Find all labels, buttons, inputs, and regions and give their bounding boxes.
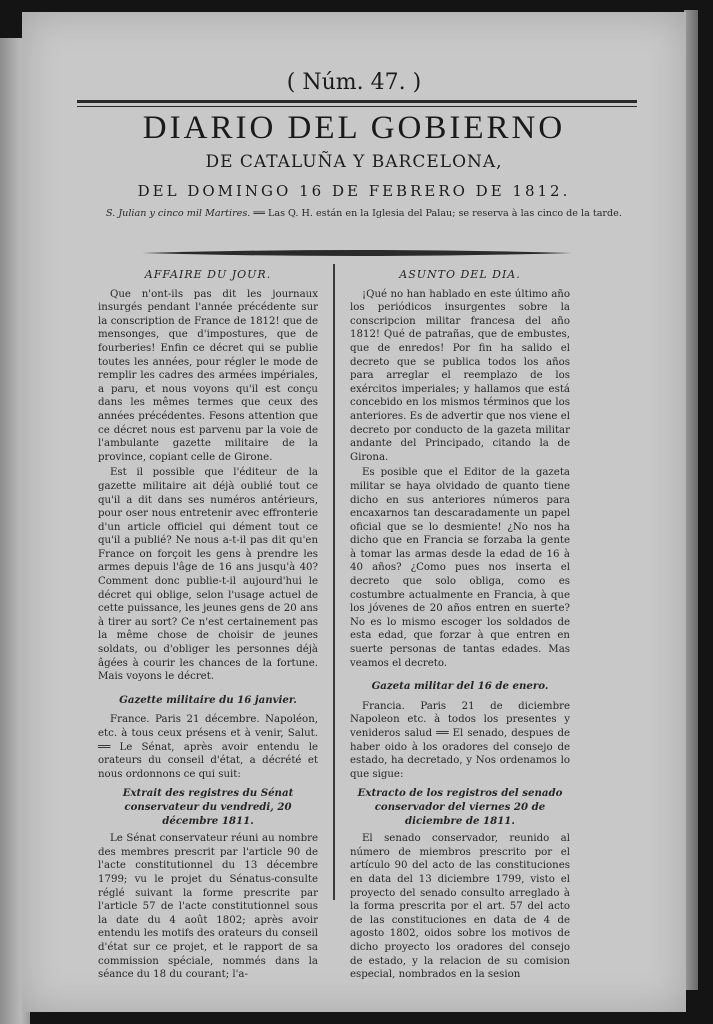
french-paragraph-2: Est il possible que l'éditeur de la gazette militaire ait déjà oublié tout ce qu'il a dit dans ses numéros antérieurs, pour oser nous entretenir avec effronterie d'un article officiel qui dément tout ce qu'il a publié? Ne nous a-t-il pas dit qu'en France on forçoit les gens à prendre les armes depuis l'âge de 16 ans jusqu'à 40? Comment donc publie-t-il aujourd'hui le décret qui oblige, selon l'usage actuel de cette puissance, les jeunes gens de 20 ans à tirer au sort? Ce n'est certainement pas la même chose de choisir de jeunes soldats, ou d'obliger les personnes déjà âgées à courir les chances de la fortune. Mais voyons le décret. xyxy=(98,467,318,683)
saint-of-day: S. Julian y cinco mil Martires. xyxy=(106,208,251,219)
french-paragraph-1: Que n'ont-ils pas dit les journaux insurgés pendant l'année précédente sur la conscription de France de 1812! que de mensonges, que d'impostures, que de fourberies! Enfin ce décret qui se publie toutes les années, pour régler le mode de remplir les cadres des armées impériales, a paru, et nous voyons qu'il est conçu dans les mêmes termes que ceux des années précédentes. Fesons attention que ce décret nous est parvenu par la voie de l'ambulante gazette militaire de la province, copiant celle de Girone. xyxy=(98,288,318,463)
issue-number: ( Núm. 47. ) xyxy=(286,70,422,95)
spanish-extract-text: El senado conservador, reunido al número de miembros prescrito por el artículo 90 del acto de las constituciones en data del 13 diciembre 1799, visto el proyecto del senado consulto arreglado à la forma prescrita por el art. 57 del acto de las constituciones en data de 4 de agosto 1802, oidos sobre los motivos de dicho proyecto los oradores del consejo de estado, y la relacion de su comision especial, nombrados en la sesion xyxy=(350,833,570,981)
ornamental-divider xyxy=(142,248,572,258)
spanish-paragraph-2: Es posible que el Editor de la gazeta militar se haya olvidado de quanto tiene dicho en sus anteriores números para encaxarnos tan descaradamente un papel oficial que se lo desmiente! ¿No nos ha dicho que en Francia se forzaba la gente à tomar las armas desde la edad de 16 à 40 años? ¿Como pues nos inserta el decreto que solo obliga, como es costumbre actualmente en Francia, à que los jóvenes de 20 años entren en suerte? No es lo mismo escoger los soldados de esta edad, que forzar à que entren en suerte personas de tantas edades. Mas veamos el decreto. xyxy=(350,467,570,669)
french-heading: AFFAIRE DU JOUR. xyxy=(144,268,272,281)
masthead-subtitle: DE CATALUÑA Y BARCELONA, xyxy=(205,152,503,172)
french-gazette-text: France. Paris 21 décembre. Napoléon, etc. à tous ceux présens et à venir, Salut. ══ Le Sénat, après avoir entendu le orateurs du conseil d'état, a décrété et nous ordonnons ce qui suit: xyxy=(98,714,318,780)
spanish-extract-heading: Extracto de los registros del senado conservador del viernes 20 de diciembre de 1811. xyxy=(357,787,563,827)
notice-text: ══ Las Q. H. están en la Iglesia del Palau; se reserva à las cinco de la tarde. xyxy=(253,208,622,219)
spanish-gazette-heading: Gazeta militar del 16 de enero. xyxy=(371,680,549,693)
spanish-column xyxy=(350,268,570,984)
top-rule-thin xyxy=(77,106,637,107)
issue-date: DEL DOMINGO 16 DE FEBRERO DE 1812. xyxy=(137,182,571,200)
french-column xyxy=(98,268,318,984)
religious-notice xyxy=(106,208,626,220)
french-extract-text: Le Sénat conservateur réuni au nombre des membres prescrit par l'article 90 de l'acte constitutionnel du 13 décembre 1799; vu le projet du Sénatus-consulte réglé suivant la forme prescrite par l'article 57 de l'acte constitutionnel sous la date du 4 août 1802; après avoir entendu les motifs des orateurs du conseil d'état sur ce projet, et le rapport de sa commission spéciale, nommés dans la séance du 18 du courant; l'a- xyxy=(98,833,318,981)
spanish-heading: ASUNTO DEL DIA. xyxy=(399,268,521,281)
spanish-paragraph-1: ¡Qué no han hablado en este último año los periódicos insurgentes sobre la conscripcion militar francesa del año 1812! Qué de patrañas, que de embustes, que de enredos! Por fin ha salido el decreto que se publica todos los años para arreglar el reemplazo de los exércitos imperiales; y hallamos que está concebido en los mismos términos que los anteriores. Es de advertir que nos viene el decreto por conducto de la gazeta militar andante del Principado, citando la de Girona. xyxy=(350,288,570,463)
top-rule-thick xyxy=(77,100,637,103)
masthead-title: DIARIO DEL GOBIERNO xyxy=(142,110,566,146)
page-edge-shadow xyxy=(684,10,698,990)
spanish-gazette-text: Francia. Paris 21 de diciembre Napoleon etc. à todos los presentes y venideros salud ══ El senado, despues de haber oido à los oradores del consejo de estado, ha decretado, y Nos ordenamos lo que sigue: xyxy=(350,700,570,780)
french-gazette-heading: Gazette militaire du 16 janvier. xyxy=(119,693,297,706)
newspaper-page xyxy=(22,12,686,1012)
french-extract-heading: Extrait des registres du Sénat conservateur du vendredi, 20 décembre 1811. xyxy=(122,787,294,827)
column-divider xyxy=(333,264,335,900)
